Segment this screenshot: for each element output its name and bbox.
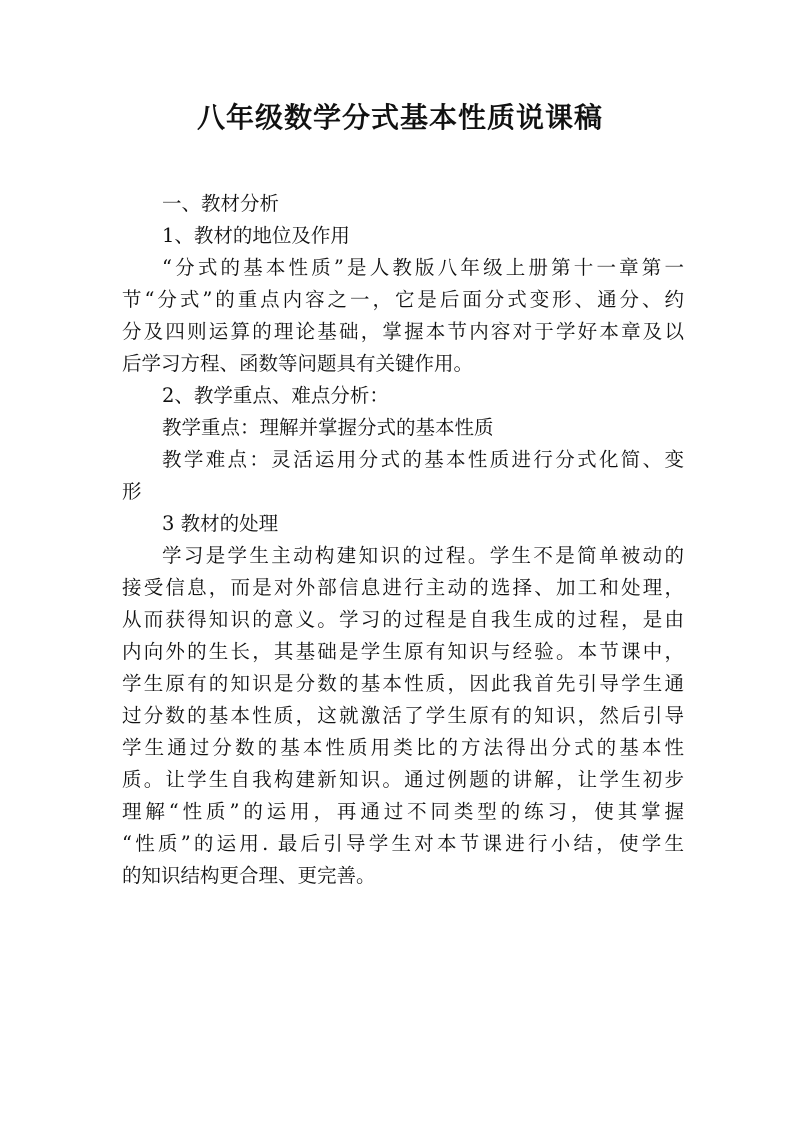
body-line: 内向外的生长，其基础是学生原有知识与经验。本节课中，: [122, 640, 684, 663]
body-line: 1、教材的地位及作用: [162, 224, 350, 247]
body-line: 教学重点：理解并掌握分式的基本性质: [162, 416, 494, 439]
body-line: 教学难点：灵活运用分式的基本性质进行分式化简、变: [162, 448, 684, 471]
body-line: 后学习方程、函数等问题具有关键作用。: [122, 352, 474, 375]
body-line: 形: [122, 480, 142, 503]
body-line: 理解“性质”的运用，再通过不同类型的练习，使其掌握: [122, 800, 684, 823]
body-line: 2、教学重点、难点分析：: [162, 384, 389, 407]
body-line: 接受信息，而是对外部信息进行主动的选择、加工和处理，: [122, 576, 684, 599]
body-line: 的知识结构更合理、更完善。: [122, 864, 376, 887]
body-line: 过分数的基本性质，这就激活了学生原有的知识，然后引导: [122, 704, 684, 727]
body-line: 分及四则运算的理论基础，掌握本节内容对于学好本章及以: [122, 320, 684, 343]
body-line: 学习是学生主动构建知识的过程。学生不是简单被动的: [162, 544, 684, 567]
body-line: “分式的基本性质”是人教版八年级上册第十一章第一: [162, 256, 684, 279]
body-line: 学生通过分数的基本性质用类比的方法得出分式的基本性: [122, 736, 684, 759]
body-line: 质。让学生自我构建新知识。通过例题的讲解，让学生初步: [122, 768, 684, 791]
body-line: 学生原有的知识是分数的基本性质，因此我首先引导学生通: [122, 672, 684, 695]
body-line: 从而获得知识的意义。学习的过程是自我生成的过程，是由: [122, 608, 684, 631]
body-line: 节“分式”的重点内容之一，它是后面分式变形、通分、约: [122, 288, 684, 311]
body-line: 3 教材的处理: [162, 512, 279, 535]
body-line: 一、教材分析: [162, 192, 280, 215]
document-body: [122, 188, 684, 892]
body-line: “性质”的运用. 最后引导学生对本节课进行小结，使学生: [122, 832, 684, 855]
document-title: 八年级数学分式基本性质说课稿: [196, 101, 603, 134]
